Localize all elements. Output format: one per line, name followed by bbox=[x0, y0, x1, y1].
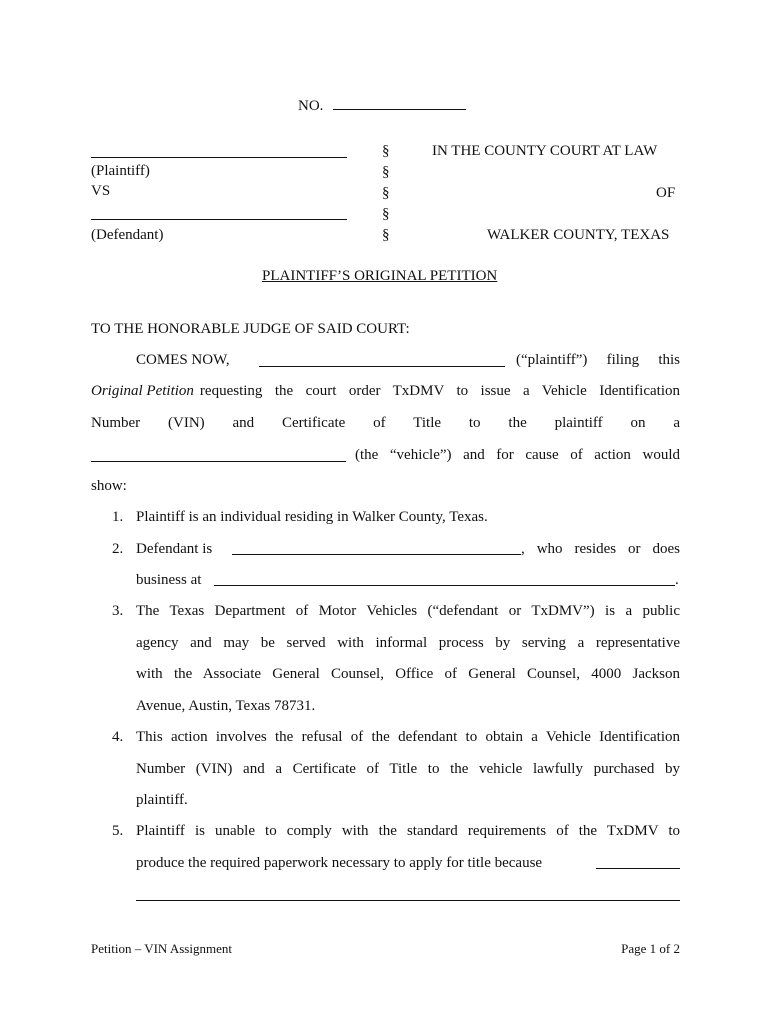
intro-line-3: Number (VIN) and Certificate of Title to the plaintiff on a bbox=[91, 415, 680, 431]
item-3-line-3: with the Associate General Counsel, Office of General Counsel, 4000 Jackson bbox=[136, 666, 680, 682]
item-2-resides: , who resides or does bbox=[521, 541, 680, 557]
item-4-line-3: plaintiff. bbox=[136, 792, 188, 808]
business-address-blank[interactable] bbox=[214, 585, 675, 586]
case-number-line bbox=[298, 96, 466, 115]
intro-line-2 bbox=[91, 382, 680, 400]
section-symbol: § bbox=[382, 185, 390, 201]
intro-comes-now: COMES NOW, bbox=[136, 352, 230, 368]
item-4-line-2: Number (VIN) and a Certificate of Title to the vehicle lawfully purchased by bbox=[136, 761, 680, 777]
item-number: 5. bbox=[112, 823, 124, 839]
item-number: 3. bbox=[112, 603, 124, 619]
item-4-line-1: This action involves the refusal of the defendant to obtain a Vehicle Identification bbox=[136, 729, 680, 745]
item-number: 1. bbox=[112, 509, 124, 525]
intro-line-4-rest: (the “vehicle”) and for cause of action would bbox=[355, 447, 680, 463]
intro-line-5: show: bbox=[91, 478, 127, 494]
item-3-line-1: The Texas Department of Motor Vehicles (“defendant or TxDMV”) is a public bbox=[136, 603, 680, 619]
case-number-label: NO. bbox=[298, 98, 324, 114]
section-symbol: § bbox=[382, 164, 390, 180]
item-3-line-4: Avenue, Austin, Texas 78731. bbox=[136, 698, 316, 714]
original-petition-italic: Original Petition bbox=[91, 383, 194, 399]
item-2-defendant-is: Defendant is bbox=[136, 541, 213, 557]
court-name-line1: IN THE COUNTY COURT AT LAW bbox=[432, 143, 658, 159]
item-1-line-1: Plaintiff is an individual residing in Walker County, Texas. bbox=[136, 509, 488, 525]
footer-page-number: Page 1 of 2 bbox=[621, 941, 680, 956]
item-5-line-1: Plaintiff is unable to comply with the standard requirements of the TxDMV to bbox=[136, 823, 680, 839]
case-number-blank[interactable] bbox=[333, 96, 466, 110]
item-number: 4. bbox=[112, 729, 124, 745]
court-name-line3: WALKER COUNTY, TEXAS bbox=[487, 227, 670, 243]
section-symbol: § bbox=[382, 227, 390, 243]
defendant-name-blank-2[interactable] bbox=[232, 554, 521, 555]
item-2-period: . bbox=[675, 572, 679, 588]
item-number: 2. bbox=[112, 541, 124, 557]
plaintiff-intro-blank[interactable] bbox=[259, 366, 505, 367]
section-symbol: § bbox=[382, 143, 390, 159]
reason-blank-2[interactable] bbox=[136, 900, 680, 901]
vehicle-description-blank[interactable] bbox=[91, 461, 346, 462]
defendant-name-blank[interactable] bbox=[91, 219, 347, 220]
plaintiff-label: (Plaintiff) bbox=[91, 163, 150, 179]
item-3-line-2: agency and may be served with informal process by serving a representative bbox=[136, 635, 680, 651]
intro-plaintiff-paren: (“plaintiff”) filing this bbox=[516, 352, 680, 368]
defendant-label: (Defendant) bbox=[91, 227, 164, 243]
court-name-line2: OF bbox=[656, 185, 676, 201]
salutation: TO THE HONORABLE JUDGE OF SAID COURT: bbox=[91, 321, 410, 337]
plaintiff-name-blank[interactable] bbox=[91, 157, 347, 158]
section-symbol: § bbox=[382, 206, 390, 222]
intro-line-2-rest: requesting the court order TxDMV to issue a Vehicle Identification bbox=[199, 383, 680, 399]
item-2-business-at: business at bbox=[136, 572, 202, 588]
document-title: PLAINTIFF’S ORIGINAL PETITION bbox=[262, 268, 498, 284]
item-5-line-2: produce the required paperwork necessary to apply for title because bbox=[136, 855, 543, 871]
footer-left: Petition – VIN Assignment bbox=[91, 941, 232, 956]
vs-label: VS bbox=[91, 183, 111, 199]
reason-blank-1[interactable] bbox=[596, 868, 680, 869]
